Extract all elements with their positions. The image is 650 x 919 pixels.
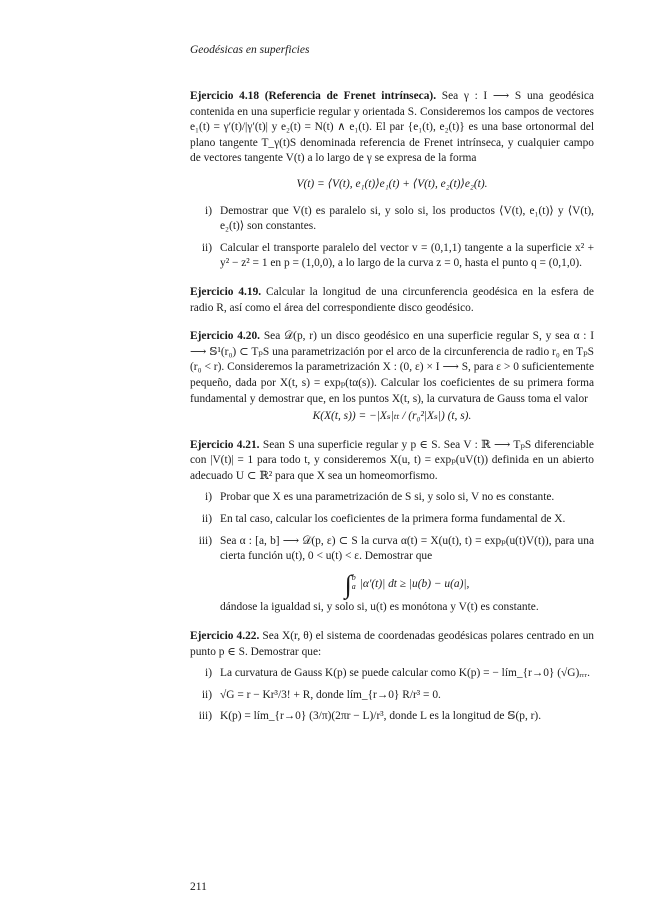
- list-item: [190, 204, 594, 235]
- list-item: [190, 490, 594, 506]
- item-text: Probar que X es una parametrización de S si, y solo si, V no es constante.: [220, 491, 555, 504]
- exercise-text: Sea 𝒟(p, r) un disco geodésico en una superficie regular S, y sea α : I ⟶ 𝕊¹(r₀) ⊂ TₚS una parametrización por el arco de la circunferencia de radio r₀ en TₚS (r₀ < r). Consideremos la parametrización X : (0, ε) × I ⟶ S, para ε > 0 suficientemente pequeño, dada por X(t, s) = expₚ(tα(s)). Calcular los coeficientes de su primera forma fundamental y demostrar que, en los puntos X(t, s), la curvatura de Gauss toma el valor: [190, 330, 594, 405]
- exercise-4-20: [190, 329, 594, 425]
- item-text: En tal caso, calcular los coeficientes de la primera forma fundamental de X.: [220, 513, 566, 526]
- exercise-text: Sea γ : I ⟶ S una geodésica contenida en una superficie regular y orientada S. Consideremos los campos de vectores e₁(t) = γ′(t)/|γ′(t)| y e₂(t) = N(t) ∧ e₁(t). El par {e₁(t), e₂(t)} es una base ortonormal del plano tangente T_γ(t)S denominada referencia de Frenet intrínseca, y cualquier campo de vectores tangente V(t) a lo largo de γ se expresa de la forma: [190, 90, 594, 165]
- list-item: [190, 512, 594, 528]
- item-number: iii): [198, 534, 212, 547]
- item-number: i): [205, 491, 212, 504]
- exercise-4-21: [190, 438, 594, 616]
- list-item: [190, 709, 594, 725]
- item-number: i): [205, 667, 212, 680]
- list-item: [190, 688, 594, 704]
- list-item: [190, 666, 594, 682]
- item-text: La curvatura de Gauss K(p) se puede calcular como K(p) = − lím_{r→0} (√G)ᵣᵣᵣ.: [220, 667, 590, 680]
- item-closing: dándose la igualdad si, y solo si, u(t) es monótona y V(t) es constante.: [220, 601, 539, 614]
- item-list: [190, 204, 594, 272]
- item-text: Demostrar que V(t) es paralelo si, y solo si, los productos ⟨V(t), e₁(t)⟩ y ⟨V(t), e₂(t)⟩ son constantes.: [220, 204, 594, 233]
- list-item: [190, 241, 594, 272]
- exercise-heading: Ejercicio 4.22.: [190, 630, 260, 643]
- item-text: Sea α : [a, b] ⟶ 𝒟(p, ε) ⊂ S la curva α(t) = X(u(t), t) = expₚ(u(t)V(t)), para una cierta función u(t), 0 < u(t) < ε. Demostrar que: [220, 534, 594, 563]
- exercise-text: Sean S una superficie regular y p ∈ S. Sea V : ℝ ⟶ TₚS diferenciable con |V(t)| = 1 para todo t, y consideremos X(u, t) = expₚ(uV(t)) definida en un abierto adecuado U ⊂ ℝ² para que X sea un homeomorfismo.: [190, 438, 594, 482]
- page-number: 211: [190, 881, 207, 893]
- exercise-heading: Ejercicio 4.18 (Referencia de Frenet intrínseca).: [190, 90, 437, 102]
- exercise-4-18: [190, 89, 594, 272]
- page-content: [190, 89, 594, 738]
- integral-body: |α′(t)| dt ≥ |u(b) − u(a)|,: [359, 577, 470, 590]
- item-list: [190, 666, 594, 725]
- integral-lower-limit: a: [351, 581, 356, 591]
- display-equation: K(X(t, s)) = −|Xₛ|ₜₜ / (r₀²|Xₛ|) (t, s).: [312, 410, 472, 423]
- integral-limits: [352, 573, 356, 591]
- item-number: iii): [198, 710, 212, 723]
- exercise-4-22: [190, 629, 594, 725]
- exercise-heading: Ejercicio 4.21.: [190, 438, 260, 451]
- item-number: ii): [201, 688, 212, 701]
- list-item: [190, 534, 594, 616]
- item-text: √G = r − Kr³/3! + R, donde lím_{r→0} R/r³ = 0.: [220, 688, 441, 701]
- integral-sign: ∫: [344, 569, 352, 599]
- exercise-heading: Ejercicio 4.20.: [190, 330, 261, 343]
- integral-upper-limit: b: [351, 572, 356, 582]
- item-number: ii): [201, 513, 212, 526]
- exercise-4-19: [190, 285, 594, 316]
- integral-equation: [220, 569, 594, 599]
- item-number: i): [205, 204, 212, 217]
- display-equation: V(t) = ⟨V(t), e₁(t)⟩e₁(t) + ⟨V(t), e₂(t)⟩e₂(t).: [296, 177, 488, 190]
- exercise-text: Sea X(r, θ) el sistema de coordenadas geodésicas polares centrado en un punto p ∈ S. Demostrar que:: [190, 630, 595, 658]
- item-list: [190, 490, 594, 616]
- running-head: Geodésicas en superficies: [190, 44, 310, 56]
- exercise-text: Calcular la longitud de una circunferencia geodésica en la esfera de radio R, así como el área del correspondiente disco geodésico.: [190, 285, 594, 314]
- item-number: ii): [201, 241, 212, 254]
- item-text: K(p) = lím_{r→0} (3/π)(2πr − L)/r³, donde L es la longitud de 𝕊(p, r).: [220, 710, 542, 723]
- exercise-heading: Ejercicio 4.19.: [190, 285, 262, 298]
- item-text: Calcular el transporte paralelo del vector v = (0,1,1) tangente a la superficie x² + y² − z² = 1 en p = (1,0,0), a lo largo de la curva z = 0, hasta el punto q = (0,1,0).: [220, 241, 594, 270]
